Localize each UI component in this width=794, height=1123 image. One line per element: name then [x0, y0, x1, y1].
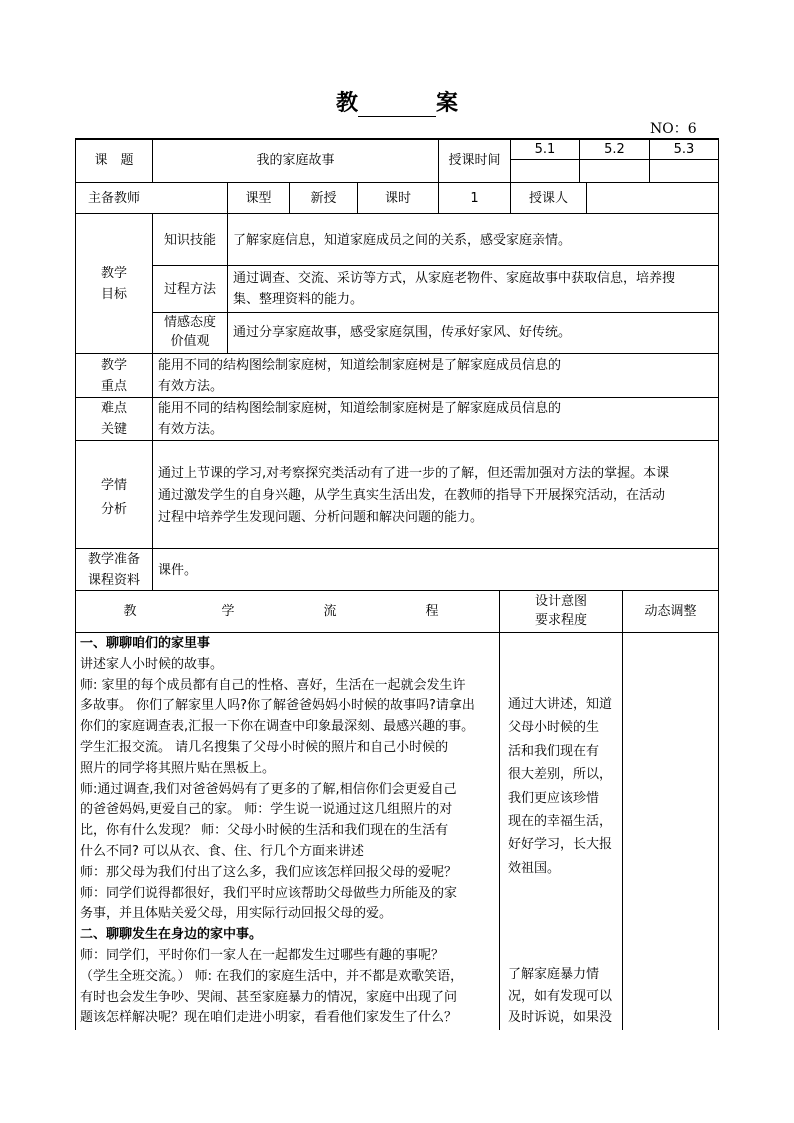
design-intent-header: 设计意图 要求程度: [534, 594, 587, 628]
dynamic-adjust-header: 动态调整: [644, 604, 697, 619]
knowledge-text: 了解家庭信息，知道家庭成员之间的关系，感受家庭亲情。: [233, 233, 572, 248]
design-notes-1: 通过大讲述，知道 父母小时候的生 活和我们现在有 很大差别，所以， 我们更应该珍惜 现在的幸福生活， 好好学习，长大报 效祖国。: [508, 697, 613, 876]
key-points-text: 能用不同的结构图绘制家庭树，知道绘制家庭树是了解家庭成员信息的 有效方法。: [158, 358, 562, 394]
analysis-label: 学情 分析: [100, 478, 127, 517]
topic-label: 课 题: [94, 153, 134, 168]
process-header-char-1: 教: [123, 604, 137, 619]
class-time-label: 授课时间: [448, 153, 501, 168]
difficulties-text: 能用不同的结构图绘制家庭树，知道绘制家庭树是了解家庭成员信息的 有效方法。: [158, 401, 562, 437]
process-method-label: 过程方法: [163, 282, 216, 297]
date-2: 5.2: [604, 142, 625, 157]
design-notes-2: 了解家庭暴力情 况，如有发现可以 及时诉说，如果没: [508, 967, 613, 1025]
type-value: 新授: [310, 191, 337, 206]
preparation-label: 教学准备 课程资料: [87, 552, 140, 588]
process-header-char-4: 程: [425, 604, 439, 619]
type-label: 课型: [245, 191, 272, 206]
section-heading-2: 二、聊聊发生在身边的家中事。: [80, 927, 263, 943]
teacher-label: 主备教师: [87, 191, 140, 206]
process-header-char-3: 流: [323, 604, 337, 619]
topic-value: 我的家庭故事: [256, 153, 335, 168]
date-1: 5.1: [534, 142, 556, 157]
process-header-char-2: 学: [221, 604, 235, 619]
hours-value: 1: [470, 191, 479, 206]
section-heading-1: 一、聊聊咱们的家里事: [80, 636, 211, 651]
analysis-text: 通过上节课的学习,对考察探究类活动有了进一步的了解，但还需加强对方法的掌握。本课 通过激发学生的自身兴趣，从学生真实生活出发，在教师的指导下开展探究活动，在活动 过程中培养学生发现问题、分析问题和解决问题的能力。: [158, 466, 670, 525]
emotion-label: 情感态度 价值观: [163, 315, 216, 349]
process-content: 一、聊聊咱们的家里事 讲述家人小时候的故事。 师: 家里的每个成员都有自己的性格、喜好，生活在一起就会发生许 多故事。 你们了解家里人吗?你了解爸爸妈妈小时候的故事吗?请拿出 你们的家庭调查表,汇报一下你在调查中印象最深刻、最感兴趣的事。 学生汇报交流。 请几名搜集了父母小时候的照片和自己小时候的 照片的同学将其照片贴在黑板上。 师:通过调查,我们对爸爸妈妈有了更多的了解,相信你们会更爱自己 的爸爸妈妈,更爱自己的家。 师：学生说一说通过这几组照片的对 比，你有什么发现？ 师：父母小时候的生活和我们现在的生活有 什么不同? 可以从衣、食、住、行几个方面来讲述 师：那父母为我们付出了这么多，我们应该怎样回报父母的爱呢？ 师：同学们说得都很好，我们平时应该帮助父母做些力所能及的家 务事，并且体贴关爱父母，用实际行动回报父母的爱。 二、聊聊发生在身边的家中事。 师：同学们，平时你们一家人在一起都发生过哪些有趣的事呢？ （学生全班交流。） 师: 在我们的家庭生活中，并不都是欢歌笑语， 有时也会发生争吵、哭闹、甚至家庭暴力的情况，家庭中出现了问 题该怎样解决呢？现在咱们走进小明家，看看他们家发生了什么？: [80, 636, 475, 1026]
process-method-text: 通过调查、交流、采访等方式，从家庭老物件、家庭故事中获取信息，培养搜 集、整理资料的能力。: [233, 271, 676, 307]
difficulties-label: 难点 关键: [100, 401, 127, 437]
document-title: 教 案: [335, 90, 459, 116]
key-points-label: 教学 重点: [100, 358, 127, 394]
hours-label: 课时: [384, 191, 411, 206]
preparation-text: 课件。: [158, 563, 198, 578]
lecturer-label: 授课人: [528, 191, 568, 206]
objectives-label: 教学 目标: [100, 266, 127, 302]
date-3: 5.3: [673, 142, 695, 157]
emotion-text: 通过分享家庭故事，感受家庭氛围，传承好家风、好传统。: [233, 325, 572, 340]
knowledge-label: 知识技能: [163, 233, 216, 248]
document-number: NO：6: [650, 121, 697, 137]
